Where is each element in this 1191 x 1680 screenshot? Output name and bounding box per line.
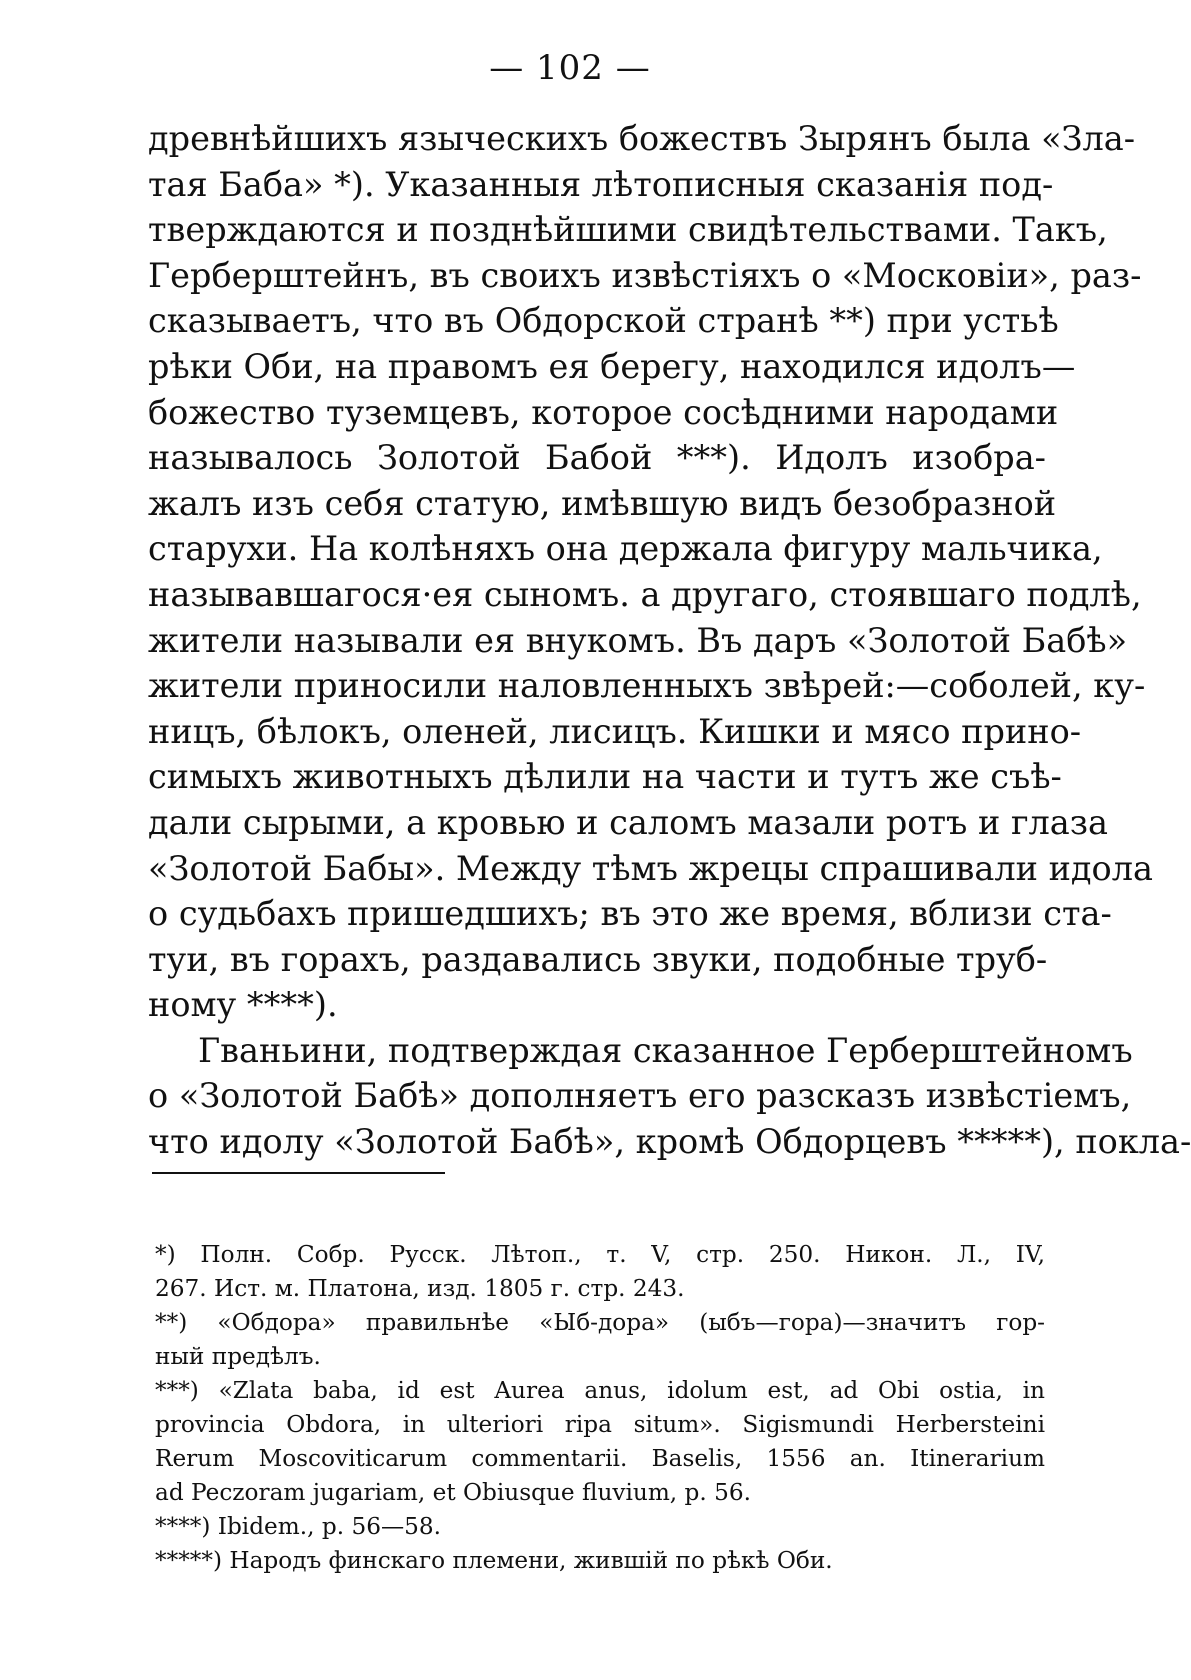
text-line: жители приносили наловленныхъ звѣрей:—соболей, ку- (148, 666, 1146, 706)
paragraph-start-line: Гваньини, подтверждая сказанное Герберштейномъ (198, 1030, 1133, 1070)
text-line: называвшагося·ея сыномъ. а другаго, стоявшаго подлѣ, (148, 574, 1142, 614)
footnote-line: **) «Обдора» правильнѣе «Ыб-дора» (ыбъ—гора)—значитъ гор- (155, 1309, 1045, 1336)
footnote-divider (152, 1172, 445, 1174)
text-line: рѣки Оби, на правомъ ея берегу, находился идолъ— (148, 346, 1076, 386)
footnote-line: ***) «Zlata baba, id est Aurea anus, idolum est, ad Obi ostia, in (155, 1377, 1045, 1404)
footnote-line: provincia Obdora, in ulteriori ripa situm». Sigismundi Herbersteini (155, 1411, 1045, 1438)
text-line: тая Баба» *). Указанныя лѣтописныя сказанія под- (148, 164, 1054, 204)
text-line: о судьбахъ пришедшихъ; въ это же время, вблизи ста- (148, 894, 1112, 934)
text-line: туи, въ горахъ, раздавались звуки, подобные труб- (148, 939, 1048, 979)
text-line: жители называли ея внукомъ. Въ даръ «Золотой Бабѣ» (148, 620, 1128, 660)
text-line: «Золотой Бабы». Между тѣмъ жрецы спрашивали идола (148, 848, 1153, 888)
footnote-line: Rerum Moscoviticarum commentarii. Baselis, 1556 an. Itinerarium (155, 1445, 1045, 1472)
text-line: что идолу «Золотой Бабѣ», кромѣ Обдорцевъ *****), покла- (148, 1122, 1191, 1162)
text-line: дали сырыми, а кровью и саломъ мазали ротъ и глаза (148, 802, 1109, 842)
footnotes (155, 1238, 1045, 1578)
text-line: ницъ, бѣлокъ, оленей, лисицъ. Кишки и мясо прино- (148, 711, 1082, 751)
body-text (148, 116, 1191, 1165)
footnote-line: 267. Ист. м. Платона, изд. 1805 г. стр. 243. (155, 1275, 685, 1302)
text-line: божество туземцевъ, которое сосѣдними народами (148, 392, 1059, 432)
text-line: о «Золотой Бабѣ» дополняетъ его разсказъ извѣстіемъ, (148, 1076, 1132, 1116)
text-line: древнѣйшихъ языческихъ божествъ Зырянъ была «Зла- (148, 119, 1136, 158)
page-number: — 102 — (489, 48, 651, 88)
text-line: тверждаются и позднѣйшими свидѣтельствами. Такъ, (148, 210, 1108, 250)
footnote-line: ad Peczoram jugariam, et Obiusque fluvium, p. 56. (155, 1479, 752, 1506)
text-line: старухи. На колѣняхъ она держала фигуру мальчика, (148, 529, 1103, 569)
text-line: Герберштейнъ, въ своихъ извѣстіяхъ о «Московіи», раз- (148, 255, 1142, 295)
text-line: ному ****). (148, 985, 338, 1025)
text-line: жалъ изъ себя статую, имѣвшую видъ безобразной (148, 483, 1057, 523)
text-line: называлось Золотой Бабой ***). Идолъ изобра- (148, 438, 1046, 478)
text-line: симыхъ животныхъ дѣлили на части и тутъ же съѣ- (148, 757, 1062, 797)
text-line: сказываетъ, что въ Обдорской странѣ **) при устьѣ (148, 301, 1059, 341)
footnote-line: ****) Ibidem., p. 56—58. (155, 1513, 442, 1540)
footnote-line: ный предѣлъ. (155, 1343, 321, 1370)
footnote-line: *****) Народъ финскаго племени, жившій по рѣкѣ Оби. (155, 1547, 833, 1574)
footnote-line: *) Полн. Собр. Русск. Лѣтоп., т. V, стр. 250. Никон. Л., IV, (155, 1241, 1045, 1268)
